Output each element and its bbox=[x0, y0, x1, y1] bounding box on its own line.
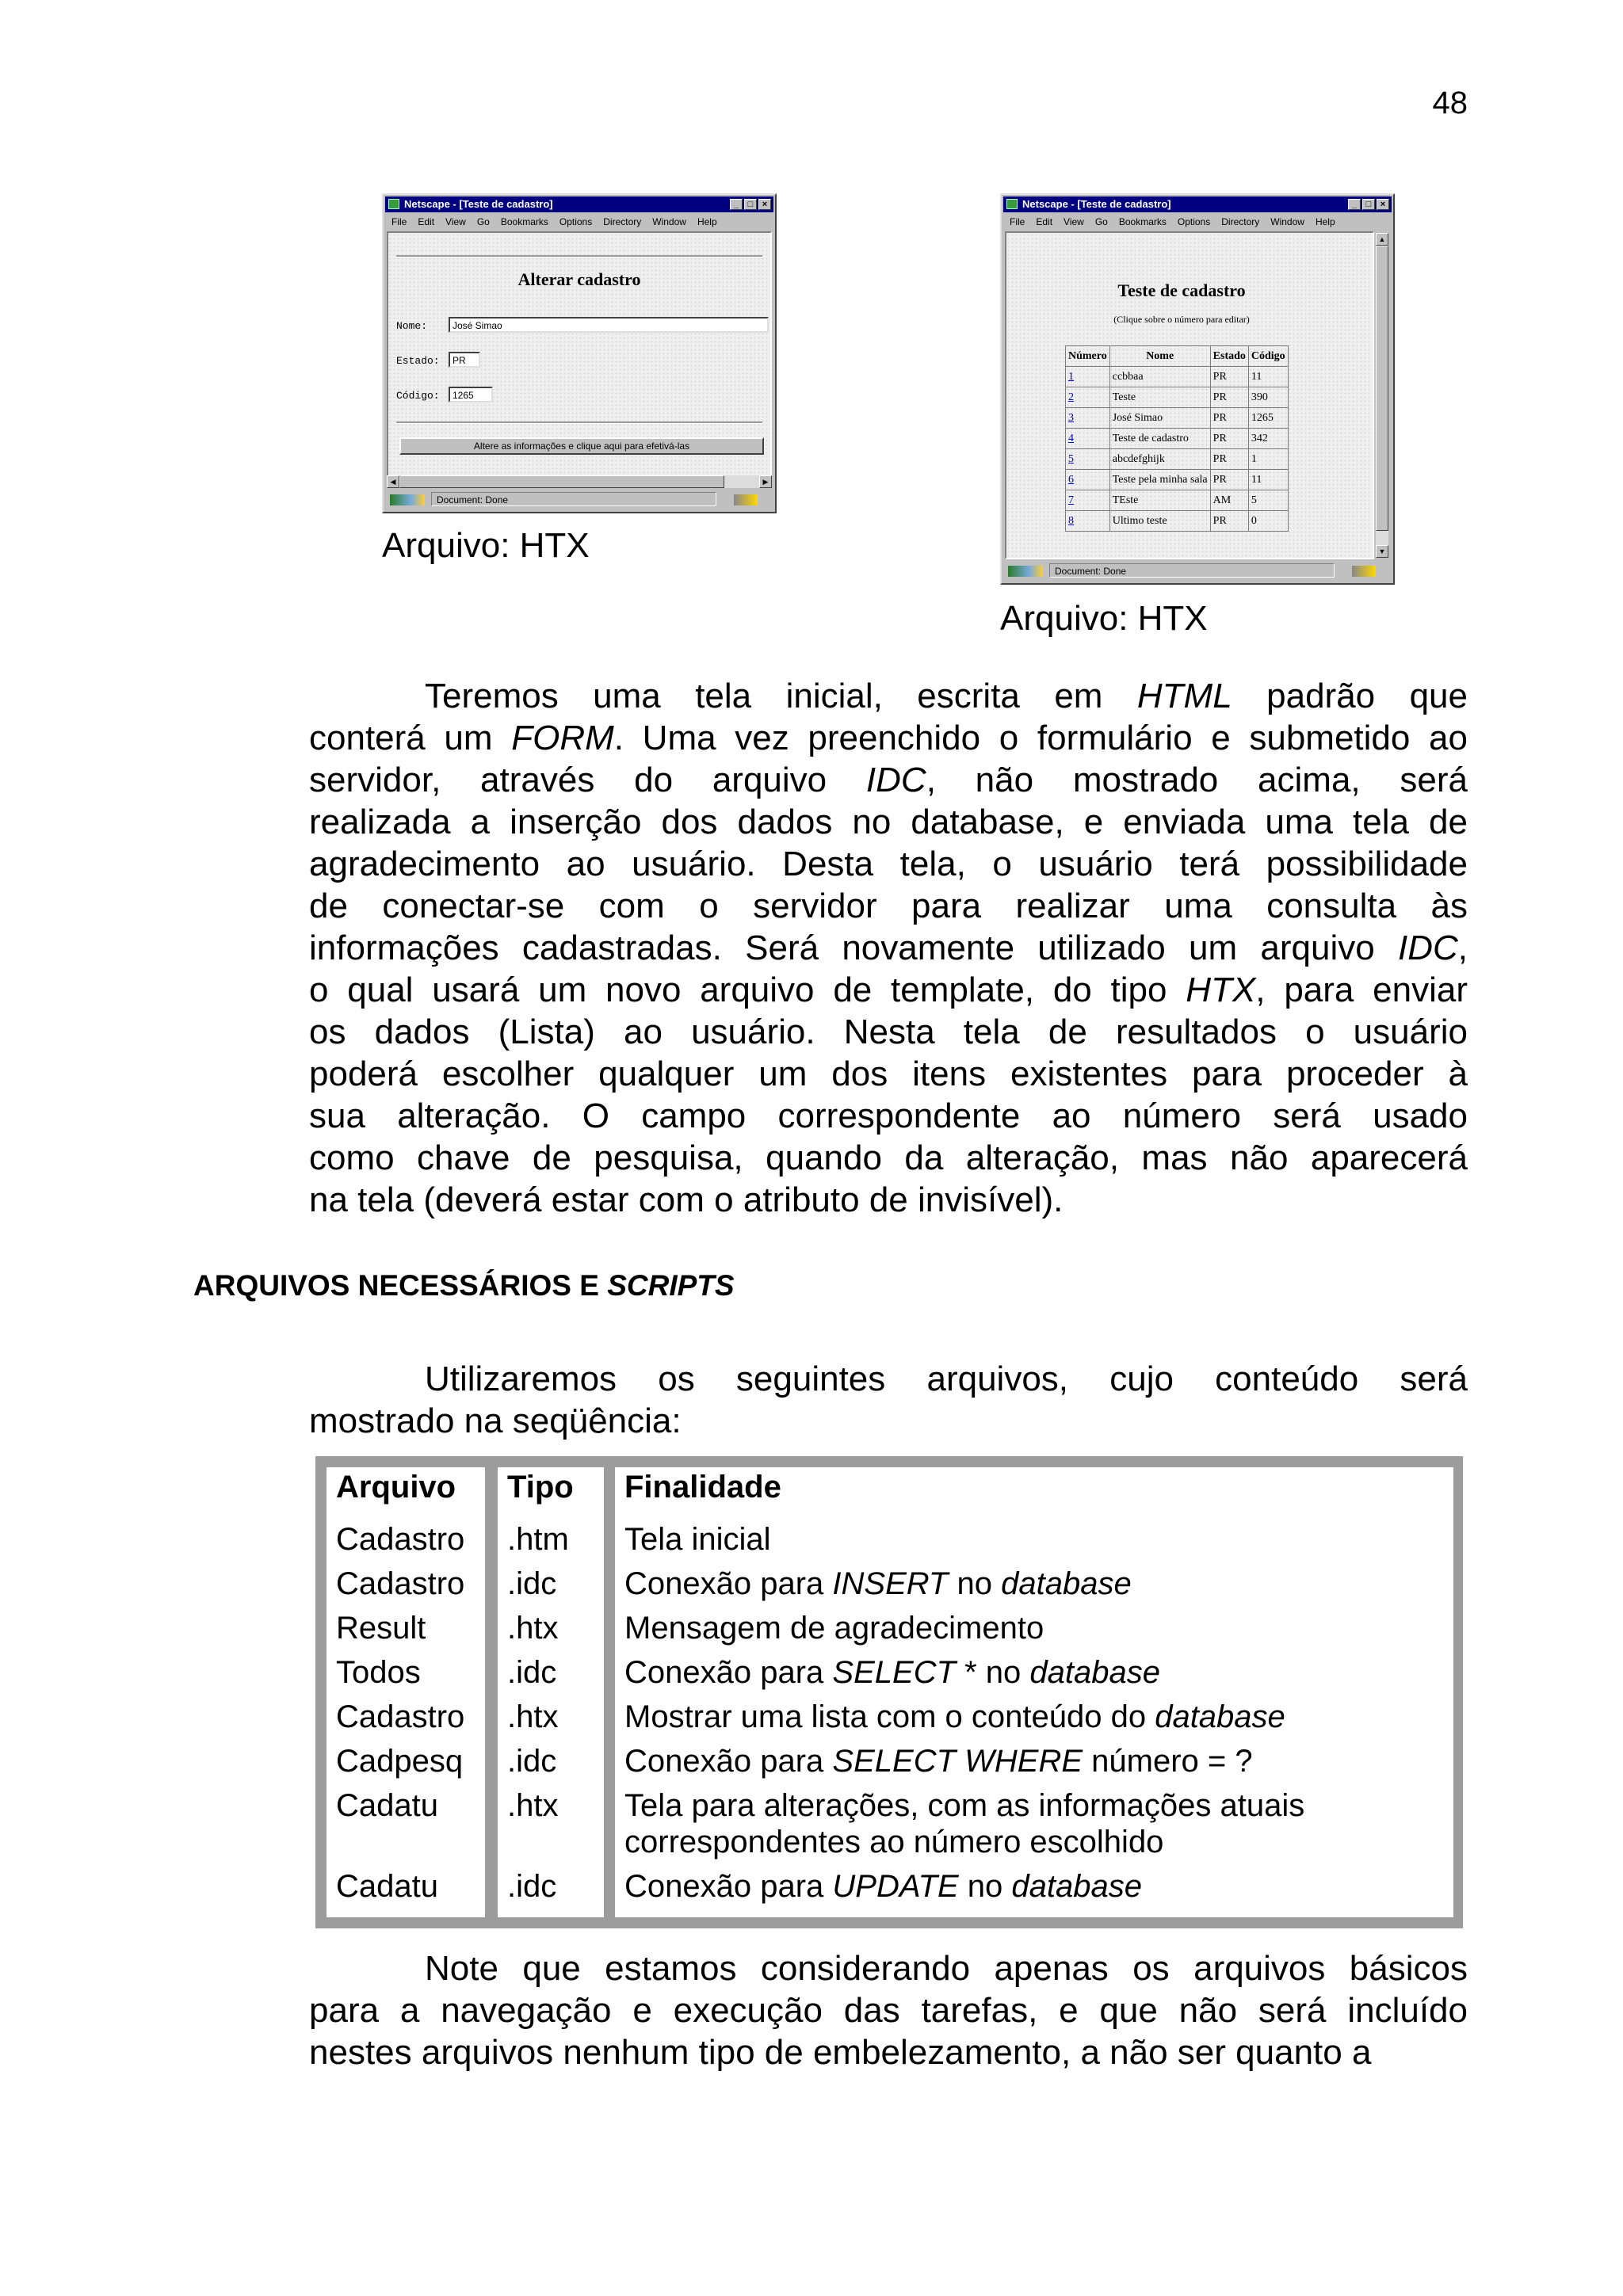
menu-item-help[interactable]: Help bbox=[697, 216, 717, 227]
name-label: Nome: bbox=[396, 320, 428, 332]
menu-bar bbox=[1005, 214, 1390, 230]
text-run: os dados (Lista) ao usuário. Nesta tela de resultados o usuário bbox=[309, 1013, 1468, 1051]
text-run: Conexão para bbox=[624, 1655, 833, 1690]
header-arquivo: Arquivo bbox=[336, 1470, 456, 1505]
state-label: Estado: bbox=[396, 355, 440, 367]
netscape-app-icon bbox=[388, 199, 399, 209]
text-line bbox=[309, 759, 1468, 801]
horizontal-scrollbar[interactable] bbox=[387, 475, 772, 488]
menu-item-go[interactable]: Go bbox=[1094, 216, 1108, 227]
table-cell: PR bbox=[1210, 449, 1248, 470]
menu-item-window[interactable]: Window bbox=[1270, 216, 1304, 227]
window-title-bar bbox=[1003, 196, 1392, 212]
scroll-left-icon[interactable]: ◀ bbox=[387, 475, 399, 488]
table-row bbox=[1066, 429, 1289, 449]
menu-bar bbox=[387, 214, 772, 230]
cell-tipo: .idc bbox=[507, 1869, 557, 1904]
table-cell: PR bbox=[1210, 511, 1248, 532]
cell-tipo: .htx bbox=[507, 1611, 559, 1646]
page-content bbox=[387, 231, 772, 488]
status-bar bbox=[1005, 563, 1390, 580]
cell-arquivo: Cadastro bbox=[336, 1522, 465, 1557]
table-cell: 0 bbox=[1248, 511, 1288, 532]
table-cell: PR bbox=[1210, 470, 1248, 490]
italic-term: SCRIPTS bbox=[607, 1269, 735, 1302]
italic-term: INSERT bbox=[832, 1566, 949, 1601]
cell-arquivo: Cadatu bbox=[336, 1869, 438, 1904]
text-run: na tela (deverá estar com o atributo de invisível). bbox=[309, 1180, 1064, 1219]
window-title-bar bbox=[385, 196, 773, 212]
table-cell: PR bbox=[1210, 408, 1248, 429]
files-table bbox=[315, 1456, 1463, 1928]
text-line bbox=[309, 2031, 1468, 2073]
text-run: para a navegação e execução das tarefas, e que não será incluído bbox=[309, 1991, 1468, 2030]
text-line bbox=[309, 1989, 1468, 2031]
italic-term: SELECT WHERE bbox=[832, 1744, 1083, 1779]
menu-item-directory[interactable]: Directory bbox=[603, 216, 642, 227]
column-header: Número bbox=[1066, 346, 1110, 367]
table-row bbox=[1066, 470, 1289, 490]
column-header: Estado bbox=[1210, 346, 1248, 367]
text-run: número = ? bbox=[1083, 1744, 1253, 1779]
browser-window-list bbox=[1000, 193, 1395, 585]
text-run: Conexão para bbox=[624, 1744, 833, 1779]
cell-arquivo: Cadastro bbox=[336, 1699, 465, 1734]
page-number: 48 bbox=[1432, 86, 1468, 120]
italic-term: database bbox=[1029, 1655, 1161, 1690]
text-line bbox=[309, 1947, 1468, 1989]
cell-tipo: .htx bbox=[507, 1788, 559, 1823]
text-line bbox=[309, 801, 1468, 843]
text-run: , não mostrado acima, será bbox=[926, 761, 1468, 799]
italic-term: HTML bbox=[1136, 677, 1232, 715]
text-run: , bbox=[1457, 929, 1468, 967]
text-run: Utilizaremos os seguintes arquivos, cujo conteúdo será bbox=[425, 1360, 1468, 1398]
table-cell: 342 bbox=[1248, 429, 1288, 449]
text-run: . Uma vez preenchido o formulário e submetido ao bbox=[613, 719, 1468, 757]
status-text: Document: Done bbox=[431, 492, 716, 506]
table-cell: 11 bbox=[1248, 470, 1288, 490]
code-input[interactable]: 1265 bbox=[449, 387, 493, 402]
text-run: Mostrar uma lista com o conteúdo do bbox=[624, 1699, 1155, 1734]
section-heading bbox=[193, 1269, 735, 1302]
table-cell: Teste bbox=[1109, 387, 1210, 408]
text-line bbox=[309, 843, 1468, 885]
cell-finalidade bbox=[624, 1610, 1044, 1646]
cell-finalidade bbox=[624, 1868, 1142, 1905]
table-cell: Teste pela minha sala bbox=[1109, 470, 1210, 490]
header-tipo: Tipo bbox=[507, 1470, 574, 1505]
paragraph-note bbox=[309, 1947, 1468, 2073]
record-number-link[interactable]: 4 bbox=[1066, 429, 1110, 449]
scroll-thumb[interactable] bbox=[1376, 246, 1388, 531]
name-input[interactable]: José Simao bbox=[449, 317, 769, 333]
text-run: de conectar-se com o servidor para realizar uma consulta às bbox=[309, 887, 1468, 925]
text-run: , para enviar bbox=[1255, 971, 1468, 1009]
minimize-icon[interactable]: _ bbox=[1348, 199, 1361, 210]
italic-term: database bbox=[1011, 1869, 1142, 1904]
text-run: no bbox=[948, 1566, 1002, 1601]
text-run: realizada a inserção dos dados no database, e enviada uma tela de bbox=[309, 803, 1468, 841]
cell-arquivo: Result bbox=[336, 1611, 426, 1646]
list-title: Teste de cadastro bbox=[1117, 280, 1246, 300]
status-text: Document: Done bbox=[1049, 563, 1335, 578]
table-cell: 390 bbox=[1248, 387, 1288, 408]
cell-arquivo: Cadpesq bbox=[336, 1744, 464, 1779]
form-title: Alterar cadastro bbox=[517, 269, 641, 289]
text-line bbox=[309, 969, 1468, 1011]
table-row bbox=[1066, 408, 1289, 429]
scroll-thumb[interactable] bbox=[399, 475, 724, 488]
cell-arquivo: Todos bbox=[336, 1655, 421, 1690]
text-run: Mensagem de agradecimento bbox=[624, 1611, 1044, 1646]
text-line bbox=[309, 1011, 1468, 1053]
table-cell: 5 bbox=[1248, 490, 1288, 511]
cell-finalidade bbox=[624, 1521, 771, 1558]
caption-left: Arquivo: HTX bbox=[382, 526, 590, 565]
menu-item-view[interactable]: View bbox=[445, 216, 466, 227]
text-run: Conexão para bbox=[624, 1869, 833, 1904]
table-cell: 11 bbox=[1248, 367, 1288, 387]
record-number-link[interactable]: 3 bbox=[1066, 408, 1110, 429]
text-run: Tela inicial bbox=[624, 1522, 771, 1557]
menu-item-window[interactable]: Window bbox=[652, 216, 686, 227]
italic-term: database bbox=[1001, 1566, 1132, 1601]
table-cell: PR bbox=[1210, 387, 1248, 408]
state-input[interactable]: PR bbox=[449, 352, 480, 368]
vertical-scrollbar[interactable] bbox=[1376, 233, 1388, 558]
text-run: sua alteração. O campo correspondente ao número será usado bbox=[309, 1097, 1468, 1135]
text-line bbox=[309, 1358, 1468, 1400]
table-cell: Ultimo teste bbox=[1109, 511, 1210, 532]
menu-item-file[interactable]: File bbox=[391, 216, 407, 227]
netscape-app-icon bbox=[1006, 199, 1018, 209]
cell-arquivo: Cadatu bbox=[336, 1788, 438, 1823]
table-cell: abcdefghijk bbox=[1109, 449, 1210, 470]
paragraph-files-intro bbox=[309, 1358, 1468, 1442]
maximize-icon[interactable]: □ bbox=[744, 199, 757, 210]
text-run: conterá um bbox=[309, 719, 512, 757]
text-run: como chave de pesquisa, quando da alteração, mas não aparecerá bbox=[309, 1138, 1468, 1177]
italic-term: UPDATE bbox=[832, 1869, 959, 1904]
status-bar bbox=[387, 491, 772, 509]
menu-item-help[interactable]: Help bbox=[1315, 216, 1335, 227]
cell-tipo: .htm bbox=[507, 1522, 569, 1557]
text-line bbox=[309, 1053, 1468, 1095]
italic-term: database bbox=[1155, 1699, 1285, 1734]
text-run: Conexão para bbox=[624, 1566, 833, 1601]
table-row bbox=[1066, 367, 1289, 387]
text-run: informações cadastradas. Será novamente utilizado um arquivo bbox=[309, 929, 1398, 967]
cell-arquivo: Cadastro bbox=[336, 1566, 465, 1601]
cell-finalidade bbox=[624, 1743, 1253, 1779]
menu-item-file[interactable]: File bbox=[1010, 216, 1025, 227]
menu-item-bookmarks[interactable]: Bookmarks bbox=[500, 216, 548, 227]
cell-finalidade bbox=[624, 1566, 1132, 1602]
table-cell: 1265 bbox=[1248, 408, 1288, 429]
text-run: no bbox=[958, 1869, 1012, 1904]
menu-item-edit[interactable]: Edit bbox=[418, 216, 435, 227]
text-run: Tela para alterações, com as informações atuais bbox=[624, 1788, 1305, 1823]
cell-finalidade bbox=[624, 1787, 1304, 1824]
text-line bbox=[309, 927, 1468, 969]
menu-item-go[interactable]: Go bbox=[476, 216, 490, 227]
text-run: agradecimento ao usuário. Desta tela, o usuário terá possibilidade bbox=[309, 845, 1468, 883]
menu-item-view[interactable]: View bbox=[1064, 216, 1084, 227]
cell-tipo: .idc bbox=[507, 1655, 557, 1690]
mail-icon[interactable] bbox=[734, 494, 758, 505]
cell-finalidade bbox=[624, 1699, 1285, 1735]
cell-finalidade bbox=[624, 1824, 1163, 1860]
header-finalidade: Finalidade bbox=[624, 1470, 781, 1505]
table-cell: TEste bbox=[1109, 490, 1210, 511]
italic-term: SELECT bbox=[832, 1655, 957, 1690]
text-run: servidor, através do arquivo bbox=[309, 761, 866, 799]
cell-tipo: .htx bbox=[507, 1699, 559, 1734]
table-cell: Teste de cadastro bbox=[1109, 429, 1210, 449]
scroll-right-icon[interactable]: ▶ bbox=[759, 475, 772, 488]
table-cell: PR bbox=[1210, 367, 1248, 387]
text-line bbox=[309, 1137, 1468, 1179]
text-line bbox=[309, 1179, 1468, 1221]
list-subtitle: (Clique sobre o número para editar) bbox=[1113, 314, 1250, 325]
menu-item-bookmarks[interactable]: Bookmarks bbox=[1118, 216, 1167, 227]
table-cell: ccbbaa bbox=[1109, 367, 1210, 387]
menu-item-options[interactable]: Options bbox=[559, 216, 593, 227]
record-number-link[interactable]: 6 bbox=[1066, 470, 1110, 490]
text-run: o qual usará um novo arquivo de template, do tipo bbox=[309, 971, 1186, 1009]
menu-item-options[interactable]: Options bbox=[1177, 216, 1211, 227]
text-run: * no bbox=[956, 1655, 1030, 1690]
maximize-icon[interactable]: □ bbox=[1362, 199, 1375, 210]
cell-finalidade bbox=[624, 1654, 1160, 1691]
table-row bbox=[1066, 490, 1289, 511]
text-run: correspondentes ao número escolhido bbox=[624, 1825, 1164, 1859]
text-line bbox=[309, 717, 1468, 759]
text-run: Teremos uma tela inicial, escrita em bbox=[425, 677, 1137, 715]
text-line bbox=[309, 1095, 1468, 1137]
italic-term: IDC bbox=[1397, 929, 1458, 967]
paragraph-intro bbox=[309, 675, 1468, 1221]
menu-item-directory[interactable]: Directory bbox=[1221, 216, 1260, 227]
window-title: Netscape - [Teste de cadastro] bbox=[404, 198, 553, 210]
table-cell: 1 bbox=[1248, 449, 1288, 470]
security-key-icon bbox=[1008, 566, 1043, 577]
window-title: Netscape - [Teste de cadastro] bbox=[1022, 198, 1171, 210]
table-row bbox=[1066, 387, 1289, 408]
text-run: padrão que bbox=[1232, 677, 1468, 715]
record-number-link[interactable]: 7 bbox=[1066, 490, 1110, 511]
browser-window-edit-form bbox=[382, 193, 777, 513]
text-run: poderá escolher qualquer um dos itens existentes para proceder à bbox=[309, 1055, 1468, 1093]
mail-icon[interactable] bbox=[1352, 566, 1376, 577]
cell-tipo: .idc bbox=[507, 1566, 557, 1601]
table-row bbox=[1066, 449, 1289, 470]
close-icon[interactable]: × bbox=[1377, 199, 1389, 210]
scroll-up-icon[interactable]: ▲ bbox=[1376, 233, 1388, 246]
text-run: nestes arquivos nenhum tipo de embelezamento, a não ser quanto a bbox=[309, 2033, 1372, 2072]
table-cell: AM bbox=[1210, 490, 1248, 511]
record-number-link[interactable]: 2 bbox=[1066, 387, 1110, 408]
column-header: Código bbox=[1248, 346, 1288, 367]
close-icon[interactable]: × bbox=[758, 199, 771, 210]
security-key-icon bbox=[390, 494, 425, 505]
text-line bbox=[309, 675, 1468, 717]
text-run: mostrado na seqüência: bbox=[309, 1402, 682, 1440]
record-number-link[interactable]: 1 bbox=[1066, 367, 1110, 387]
table-row bbox=[1066, 511, 1289, 532]
text-line bbox=[309, 1400, 1468, 1442]
scroll-down-icon[interactable]: ▼ bbox=[1376, 545, 1388, 558]
table-cell: José Simao bbox=[1109, 408, 1210, 429]
submit-changes-button[interactable]: Altere as informações e clique aqui para efetivá-las bbox=[399, 437, 764, 455]
record-number-link[interactable]: 8 bbox=[1066, 511, 1110, 532]
records-table bbox=[1065, 345, 1289, 532]
menu-item-edit[interactable]: Edit bbox=[1036, 216, 1053, 227]
cell-tipo: .idc bbox=[507, 1744, 557, 1779]
text-line bbox=[309, 885, 1468, 927]
minimize-icon[interactable]: _ bbox=[730, 199, 743, 210]
text-run: Note que estamos considerando apenas os arquivos básicos bbox=[425, 1949, 1468, 1988]
italic-term: FORM bbox=[511, 719, 614, 757]
table-cell: PR bbox=[1210, 429, 1248, 449]
page-content bbox=[1005, 231, 1374, 559]
italic-term: IDC bbox=[865, 761, 926, 799]
record-number-link[interactable]: 5 bbox=[1066, 449, 1110, 470]
column-header: Nome bbox=[1109, 346, 1210, 367]
caption-right: Arquivo: HTX bbox=[1000, 599, 1208, 638]
code-label: Código: bbox=[396, 390, 440, 402]
italic-term: HTX bbox=[1186, 971, 1256, 1009]
text-run: ARQUIVOS NECESSÁRIOS E bbox=[193, 1269, 608, 1302]
